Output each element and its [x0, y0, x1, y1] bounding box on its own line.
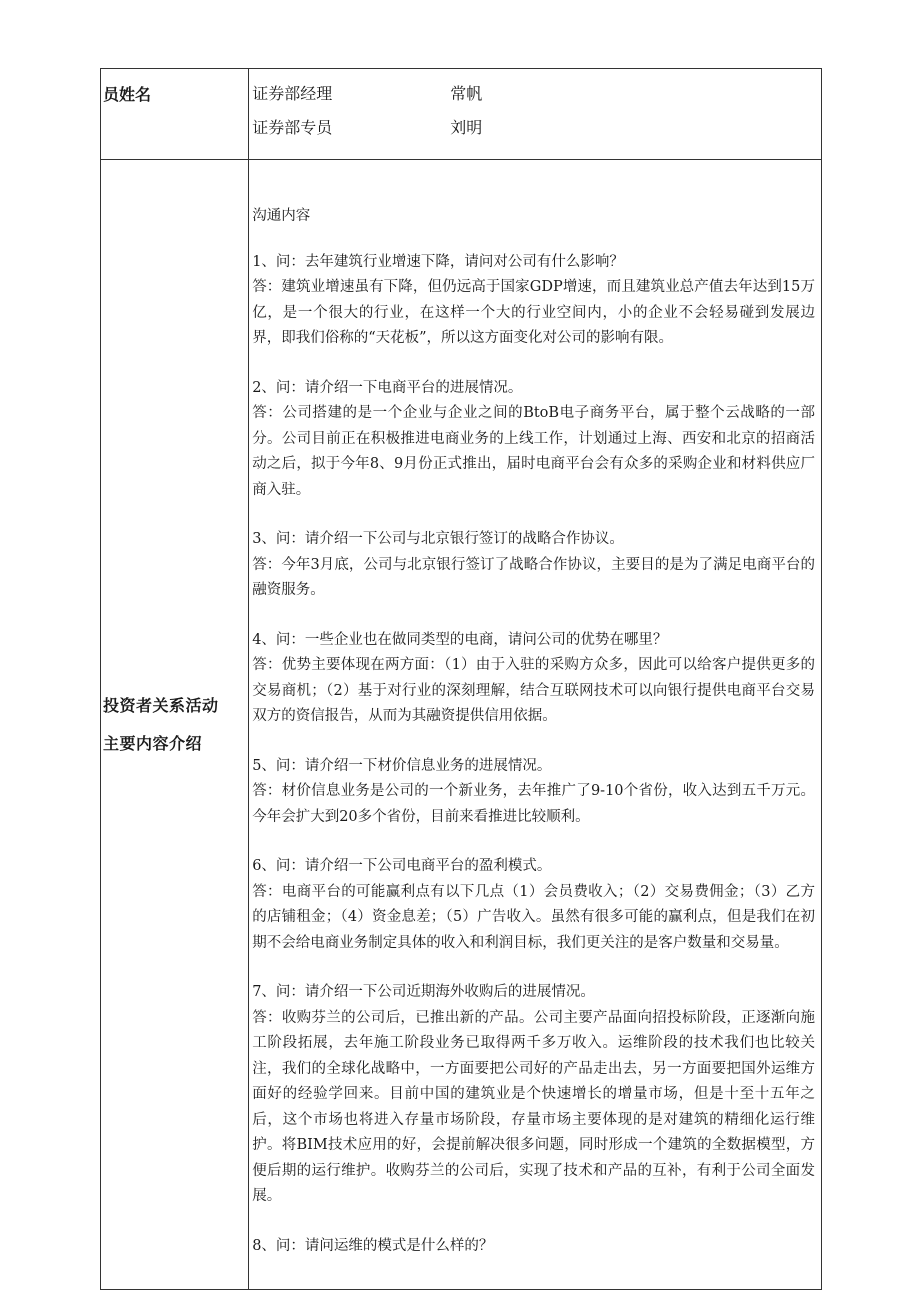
qa-item — [252, 754, 815, 831]
personnel-cell — [249, 69, 822, 160]
question: 5、问：请介绍一下材价信息业务的进展情况。 — [252, 757, 552, 774]
question: 6、问：请介绍一下公司电商平台的盈利模式。 — [252, 858, 552, 874]
qa-item — [252, 628, 815, 730]
content-heading: 沟通内容 — [252, 208, 311, 224]
answer: 答：收购芬兰的公司后，已推出新的产品。公司主要产品面向招投标阶段，正逐渐向施工阶段拓展，去年施工阶段业务已取得两千多万收入。运维阶段的技术我们也比较关注，我们的全球化战略中，一方面要把公司好的产品走出去，另一方面要把国外运维方面好的经验学回来。目前中国的建筑业是个快速增长的增量市场，但是十至十五年之后，这个市场也将进入存量市场阶段，存量市场主要体现的是对建筑的精细化运行维护。将BIM技术应用的好，会提前解决很多问题，同时形成一个建筑的全数据模型，方便后期的运行维护。收购芬兰的公司后，实现了技术和产品的互补，有利于公司全面发展。 — [252, 1009, 815, 1204]
activity-label-line1: 投资者关系活动 — [103, 695, 219, 715]
investor-relations-table — [100, 68, 822, 1290]
question: 1、问：去年建筑行业增速下降，请问对公司有什么影响？ — [252, 253, 624, 270]
question: 2、问：请介绍一下电商平台的进展情况。 — [252, 379, 523, 396]
answer: 答：电商平台的可能赢利点有以下几点（1）会员费收入；（2）交易费佣金；（3）乙方的店铺租金；（4）资金息差；（5）广告收入。虽然有很多可能的赢利点，但是我们在初期不会给电商业务制定具体的收入和利润目标，我们更关注的是客户数量和交易量。 — [252, 883, 815, 951]
activity-row — [101, 160, 822, 1290]
answer: 答：公司搭建的是一个企业与企业之间的BtoB电子商务平台，属于整个云战略的一部分。公司目前正在积极推进电商业务的上线工作，计划通过上海、西安和北京的招商活动之后，拟于今年8、9月份正式推出，届时电商平台会有众多的采购企业和材料供应厂商入驻。 — [252, 405, 815, 498]
qa-item — [252, 250, 815, 352]
question: 8、问：请问运维的模式是什么样的？ — [252, 1237, 494, 1254]
answer: 答：材价信息业务是公司的一个新业务，去年推广了9-10个省份，收入达到五千万元。今年会扩大到20多个省份，目前来看推进比较顺利。 — [252, 783, 815, 825]
staff-title: 证券部专员 — [252, 118, 333, 137]
qa-item — [252, 376, 815, 504]
activity-label-cell — [101, 160, 249, 1290]
staff-name: 常帆 — [450, 84, 483, 103]
answer: 答：今年3月底，公司与北京银行签订了战略合作协议，主要目的是为了满足电商平台的融资服务。 — [252, 556, 815, 598]
personnel-label: 员姓名 — [103, 85, 152, 104]
answer: 答：建筑业增速虽有下降，但仍远高于国家GDP增速，而且建筑业总产值去年达到15万亿，是一个很大的行业，在这样一个大的行业空间内，小的企业不会轻易碰到发展边界，即我们俗称的“天花板”，所以这方面变化对公司的影响有限。 — [252, 279, 815, 346]
staff-title: 证券部经理 — [252, 84, 333, 103]
staff-row — [252, 111, 821, 145]
qa-item — [252, 980, 815, 1210]
qa-item — [252, 854, 815, 956]
qa-item — [252, 1234, 815, 1260]
qa-item — [252, 527, 815, 604]
staff-name: 刘明 — [450, 118, 483, 137]
question: 7、问：请介绍一下公司近期海外收购后的进展情况。 — [252, 984, 595, 1000]
personnel-row — [101, 69, 822, 160]
activity-label-line2: 主要内容介绍 — [103, 733, 203, 753]
staff-row — [252, 77, 821, 111]
personnel-label-cell — [101, 69, 249, 160]
question: 4、问：一些企业也在做同类型的电商，请问公司的优势在哪里？ — [252, 631, 668, 648]
communication-content-cell — [249, 160, 822, 1290]
answer: 答：优势主要体现在两方面：（1）由于入驻的采购方众多，因此可以给客户提供更多的交易商机；（2）基于对行业的深刻理解，结合互联网技术可以向银行提供电商平台交易双方的资信报告，从而为其融资提供信用依据。 — [252, 657, 815, 724]
question: 3、问：请介绍一下公司与北京银行签订的战略合作协议。 — [252, 531, 624, 547]
